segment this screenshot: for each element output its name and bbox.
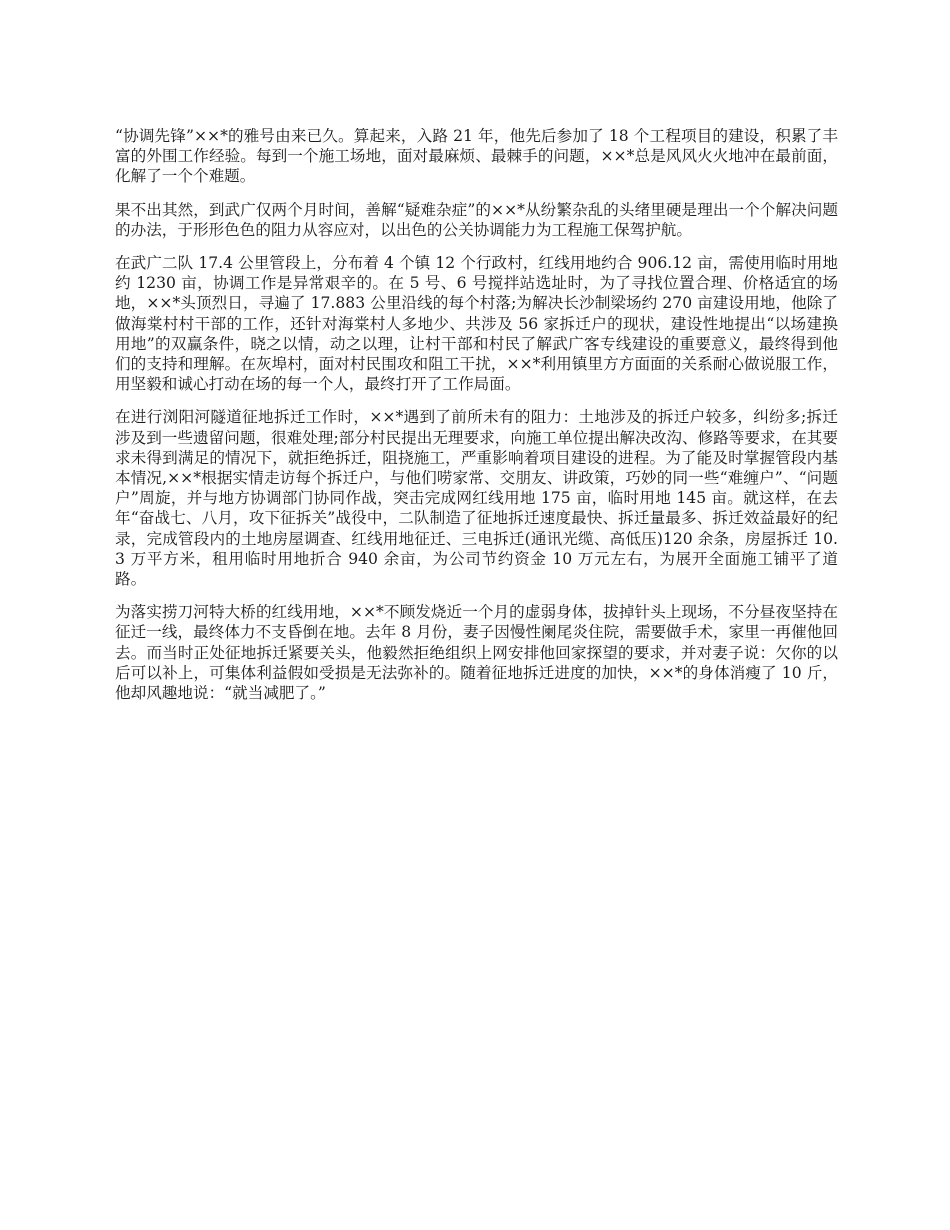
paragraph-3: 在武广二队 17.4 公里管段上，分布着 4 个镇 12 个行政村，红线用地约合 906.12 亩，需使用临时用地约 1230 亩，协调工作是异常艰辛的。在 5 号、6 号搅拌站选址时，为了寻找位置合理、价格适宜的场地，××*头顶烈日，寻遍了 17.883 公里沿线的每个村落;为解决长沙制梁场约 270 亩建设用地，他除了做海棠村村干部的工作，还针对海棠村人多地少、共涉及 56 家拆迁户的现状，建设性地提出“以场建换用地”的双赢条件，晓之以情，动之以理，让村干部和村民了解武广客专线建设的重要意义，最终得到他们的支持和理解。在灰埠村，面对村民围攻和阻工干扰，××*利用镇里方方面面的关系耐心做说服工作，用坚毅和诚心打动在场的每一个人，最终打开了工作局面。 — [115, 254, 838, 394]
paragraph-1: “协调先锋”××*的雅号由来已久。算起来，入路 21 年，他先后参加了 18 个工程项目的建设，积累了丰富的外围工作经验。每到一个施工场地，面对最麻烦、最棘手的问题，××*总是风风火火地冲在最前面，化解了一个个难题。 — [115, 127, 838, 186]
document-body — [115, 126, 838, 716]
paragraph-5: 为落实捞刀河特大桥的红线用地，××*不顾发烧近一个月的虚弱身体，拔掉针头上现场，不分昼夜坚持在征迁一线，最终体力不支昏倒在地。去年 8 月份，妻子因慢性阑尾炎住院，需要做手术，家里一再催他回去。而当时正处征地拆迁紧要关头，他毅然拒绝组织上网安排他回家探望的要求，并对妻子说：欠你的以后可以补上，可集体利益假如受损是无法弥补的。随着征地拆迁进度的加快，××*的身体消瘦了 10 斤，他却风趣地说：“就当减肥了。” — [115, 603, 838, 703]
paragraph-4: 在进行浏阳河隧道征地拆迁工作时，××*遇到了前所未有的阻力：土地涉及的拆迁户较多，纠纷多;拆迁涉及到一些遗留问题，很难处理;部分村民提出无理要求，向施工单位提出解决改沟、修路等要求，在其要求未得到满足的情况下，就拒绝拆迁，阻挠施工，严重影响着项目建设的进程。为了能及时掌握管段内基本情况,××*根据实情走访每个拆迁户，与他们唠家常、交朋友、讲政策，巧妙的同一些“难缠户”、“问题户”周旋，并与地方协调部门协同作战，突击完成网红线用地 175 亩，临时用地 145 亩。就这样，在去年“奋战七、八月，攻下征拆关”战役中，二队制造了征地拆迁速度最快、拆迁量最多、拆迁效益最好的纪录，完成管段内的土地房屋调查、红线用地征迁、三电拆迁(通讯光缆、高低压)120 余条，房屋拆迁 10.3 万平方米，租用临时用地折合 940 余亩，为公司节约资金 10 万元左右，为展开全面施工铺平了道路。 — [115, 408, 838, 589]
paragraph-2: 果不出其然，到武广仅两个月时间，善解“疑难杂症”的××*从纷繁杂乱的头绪里硬是理出一个个解决问题的办法，于形形色色的阻力从容应对，以出色的公关协调能力为工程施工保驾护航。 — [115, 200, 838, 239]
